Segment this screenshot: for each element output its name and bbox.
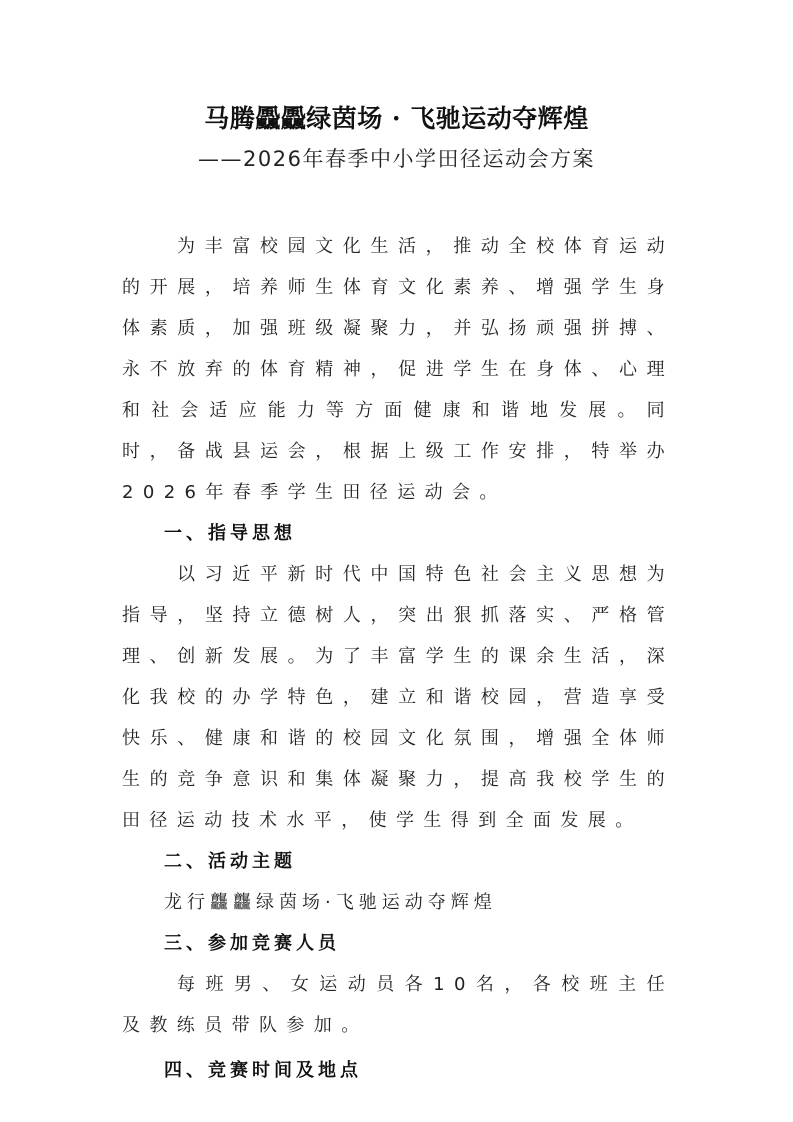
section-heading-theme: 二、活动主题 xyxy=(164,851,296,872)
document-body xyxy=(122,226,674,1091)
section-content-theme: 龙行龘龘绿茵场·飞驰运动夺辉煌 xyxy=(164,892,497,913)
intro-paragraph: 为丰富校园文化生活，推动全校体育运动的开展，培养师生体育文化素养、增强学生身体素质，加强班级凝聚力，并弘扬顽强拼搏、永不放弃的体育精神，促进学生在身体、心理和社会适应能力等方面健康和谐地发展。同时，备战县运会，根据上级工作安排，特举办2026年春季学生田径运动会。 xyxy=(122,236,674,503)
document-subtitle: ——2026年春季中小学田径运动会方案 xyxy=(198,147,595,171)
section-content-participants: 每班男、女运动员各10名，各校班主任及教练员带队参加。 xyxy=(122,974,674,1036)
section-heading-participants: 三、参加竞赛人员 xyxy=(164,933,340,954)
section-content-guiding-ideology: 以习近平新时代中国特色社会主义思想为指导，坚持立德树人，突出狠抓落实、严格管理、创新发展。为了丰富学生的课余生活，深化我校的办学特色，建立和谐校园，营造享受快乐、健康和谐的校园文化氛围，增强全体师生的竞争意识和集体凝聚力，提高我校学生的田径运动技术水平，使学生得到全面发展。 xyxy=(122,564,674,831)
document-title: 马腾飍飍绿茵场 · 飞驰运动夺辉煌 xyxy=(204,104,589,133)
section-heading-time-location: 四、竞赛时间及地点 xyxy=(164,1060,362,1081)
section-heading-guiding-ideology: 一、指导思想 xyxy=(164,523,296,544)
